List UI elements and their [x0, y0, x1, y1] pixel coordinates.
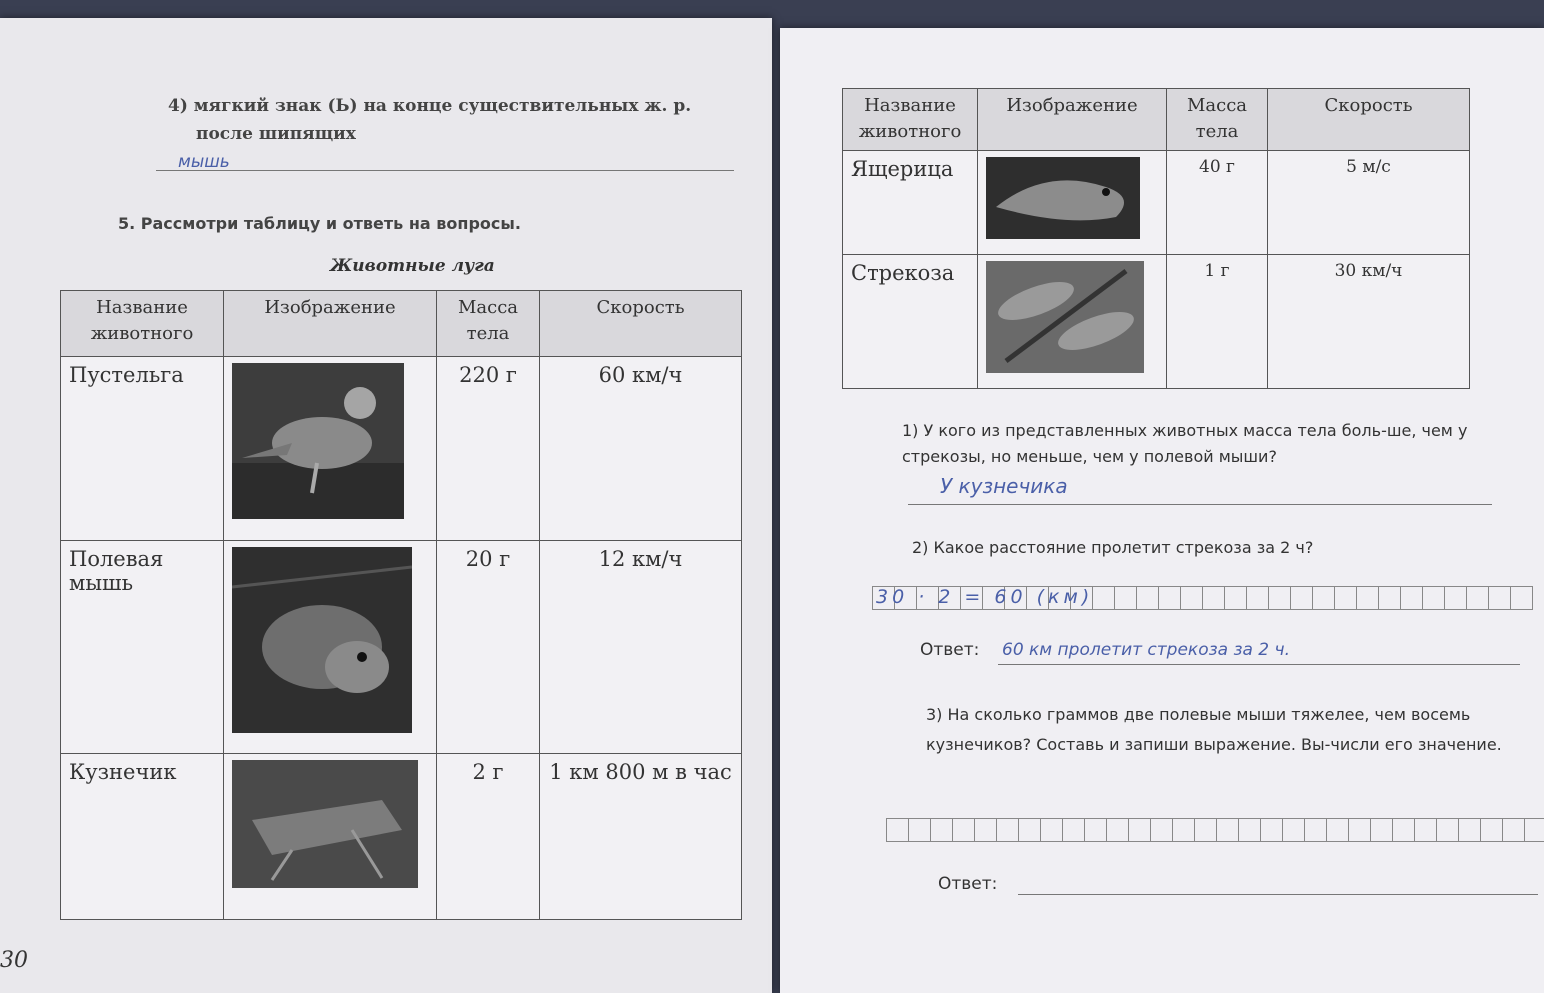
- animal-mass: 1 г: [1167, 255, 1268, 389]
- animal-mass: 220 г: [437, 357, 540, 541]
- header-speed: Скорость: [1268, 89, 1470, 151]
- table-row: [61, 754, 742, 920]
- item4-answer-line: [156, 170, 734, 171]
- animal-name: Кузнечик: [61, 754, 224, 920]
- question-2: 2) Какое расстояние пролетит стрекоза за 2 ч?: [912, 538, 1314, 557]
- animal-name: Ящерица: [843, 151, 978, 255]
- table-title: Животные луга: [330, 256, 495, 276]
- answer-label-q2: Ответ:: [920, 640, 980, 660]
- table-row: [61, 541, 742, 754]
- question-2-work: 30 · 2 = 60 (км): [876, 586, 1094, 608]
- animal-name: Стрекоза: [843, 255, 978, 389]
- header-mass: Масса тела: [437, 291, 540, 357]
- animal-speed: 12 км/ч: [540, 541, 742, 754]
- answer-label-q3: Ответ:: [938, 874, 998, 894]
- question-1-answer: У кузнечика: [940, 474, 1068, 498]
- question-1: 1) У кого из представленных животных масса тела боль-ше, чем у стрекозы, но меньше, чем у полевой мыши?: [902, 421, 1468, 466]
- animal-speed: 1 км 800 м в час: [540, 754, 742, 920]
- left-page: [0, 18, 772, 993]
- item4-text: 4) мягкий знак (Ь) на конце существительных ж. р.: [168, 96, 692, 116]
- calc-grid-q3: [886, 818, 1544, 842]
- dragonfly-photo: [986, 261, 1144, 373]
- task5-heading: 5. Рассмотри таблицу и ответь на вопросы.: [118, 214, 521, 233]
- lizard-photo: [986, 157, 1140, 239]
- kestrel-photo: [232, 363, 404, 519]
- animal-mass: 40 г: [1167, 151, 1268, 255]
- item4-text-cont: после шипящих: [196, 124, 356, 144]
- animals-table-right: [842, 88, 1470, 389]
- question-2-answer-line: [998, 664, 1520, 665]
- animal-mass: 20 г: [437, 541, 540, 754]
- animal-speed: 5 м/с: [1268, 151, 1470, 255]
- animal-name: Полевая мышь: [61, 541, 224, 754]
- header-image: Изображение: [224, 291, 437, 357]
- animal-speed: 60 км/ч: [540, 357, 742, 541]
- animal-mass: 2 г: [437, 754, 540, 920]
- header-speed: Скорость: [540, 291, 742, 357]
- table-row: [843, 255, 1470, 389]
- question-1-answer-line: [908, 504, 1492, 505]
- header-image: Изображение: [978, 89, 1167, 151]
- grasshopper-photo: [232, 760, 418, 888]
- header-name: Название животного: [843, 89, 978, 151]
- item4-answer: мышь: [178, 152, 230, 172]
- table-row: [61, 357, 742, 541]
- animals-table-left: [60, 290, 742, 920]
- header-mass: Масса тела: [1167, 89, 1268, 151]
- page-number: 30: [0, 948, 28, 973]
- header-name: Название животного: [61, 291, 224, 357]
- table-row: [843, 151, 1470, 255]
- animal-name: Пустельга: [61, 357, 224, 541]
- field-mouse-photo: [232, 547, 412, 733]
- animal-speed: 30 км/ч: [1268, 255, 1470, 389]
- question-3-answer-line: [1018, 894, 1538, 895]
- question-3: 3) На сколько граммов две полевые мыши тяжелее, чем восемь кузнечиков? Составь и запиши выражение. Вы-числи его значение.: [926, 705, 1502, 754]
- right-page: [780, 28, 1544, 993]
- question-2-answer: 60 км пролетит стрекоза за 2 ч.: [1002, 640, 1290, 660]
